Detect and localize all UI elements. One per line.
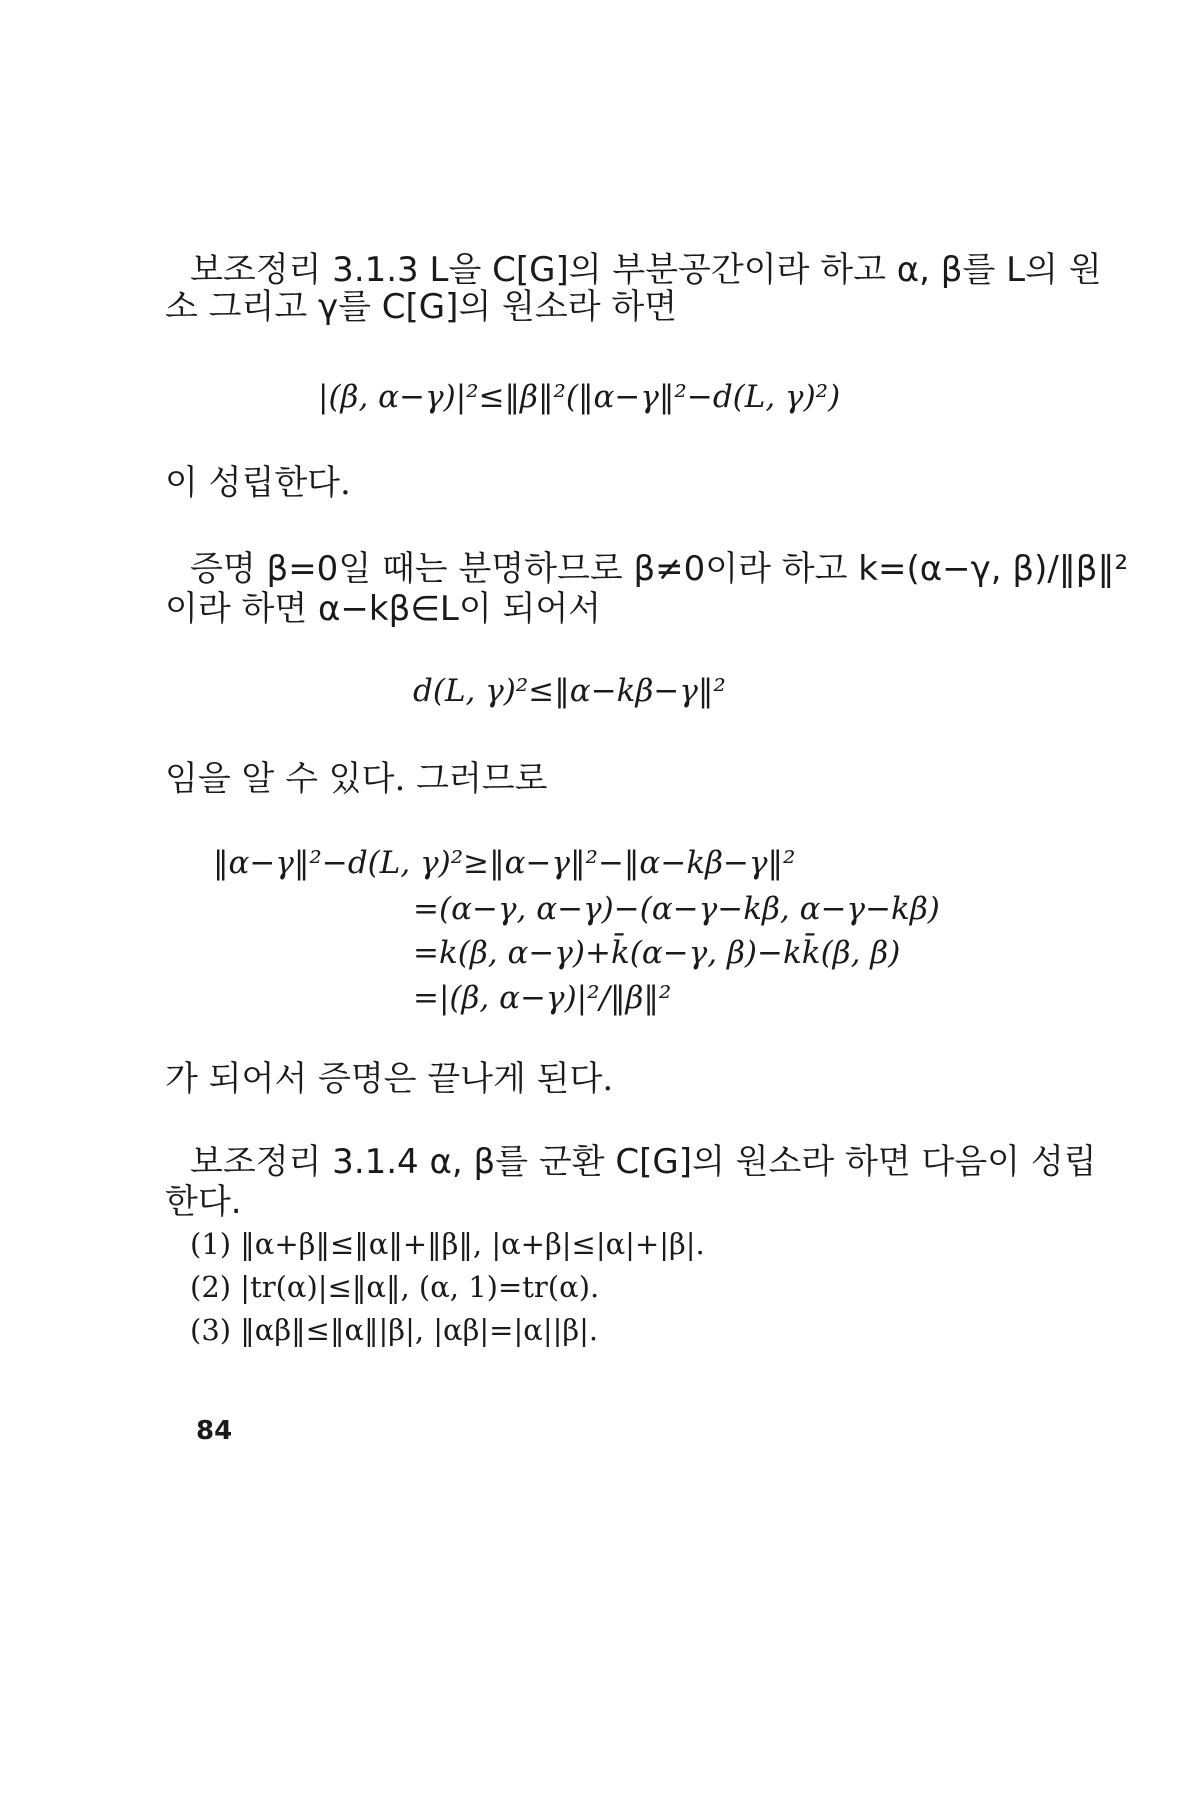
proof-line-3: 임을 알 수 있다. 그러므로	[165, 759, 548, 799]
lemma-3-1-3-line-1: 보조정리 3.1.3 L을 C[G]의 부분공간이라 하고 α, β를 L의 원	[190, 250, 1102, 290]
lemma-3-1-4-line-1: 보조정리 3.1.4 α, β를 군환 C[G]의 원소라 하면 다음이 성립	[190, 1142, 1097, 1182]
lemma-3-1-3-line-2: 소 그리고 γ를 C[G]의 원소라 하면	[165, 287, 678, 327]
lemma-3-1-4-line-2: 한다.	[165, 1182, 242, 1222]
proof-line-1: 증명 β=0일 때는 분명하므로 β≠0이라 하고 k=(α−γ, β)/‖β‖²	[190, 549, 1129, 589]
proof-line-2: 이라 하면 α−kβ∈L이 되어서	[165, 589, 602, 629]
proof-conclusion: 가 되어서 증명은 끝나게 된다.	[165, 1059, 614, 1099]
proof-chain-line-3: =k(β, α−γ)+k̄(α−γ, β)−kk̄(β, β)	[413, 935, 901, 971]
proof-chain-line-1: ‖α−γ‖²−d(L, γ)²≥‖α−γ‖²−‖α−kβ−γ‖²	[213, 845, 796, 881]
proof-chain-line-4: =|(β, α−γ)|²/‖β‖²	[413, 980, 672, 1016]
lemma-3-1-4-item-1: (1) ‖α+β‖≤‖α‖+‖β‖, |α+β|≤|α|+|β|.	[190, 1227, 705, 1261]
proof-inequality: d(L, γ)²≤‖α−kβ−γ‖²	[413, 673, 726, 709]
lemma-3-1-3-conclusion: 이 성립한다.	[165, 463, 351, 503]
lemma-3-1-3-inequality: |(β, α−γ)|²≤‖β‖²(‖α−γ‖²−d(L, γ)²)	[318, 379, 841, 415]
proof-chain-line-2: =(α−γ, α−γ)−(α−γ−kβ, α−γ−kβ)	[413, 891, 940, 927]
lemma-3-1-4-item-2: (2) |tr(α)|≤‖α‖, (α, 1)=tr(α).	[190, 1270, 600, 1304]
page-number: 84	[196, 1416, 233, 1446]
lemma-3-1-4-item-3: (3) ‖αβ‖≤‖α‖|β|, |αβ|=|α||β|.	[190, 1313, 599, 1347]
